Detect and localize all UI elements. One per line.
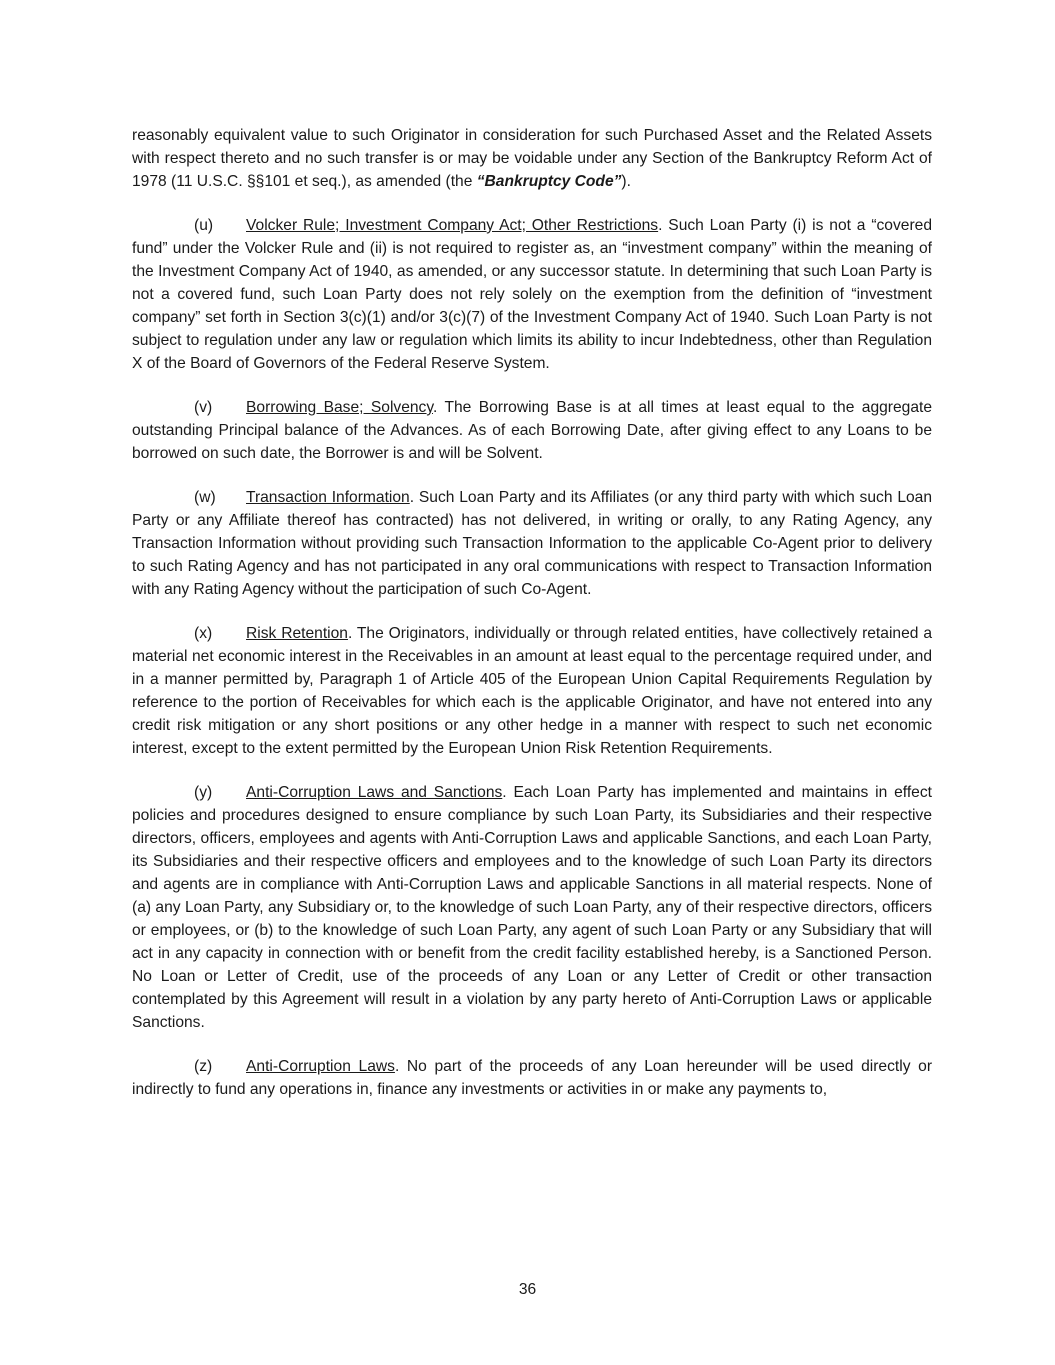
section-enum: (w)	[194, 489, 216, 506]
section-enum: (y)	[194, 784, 213, 801]
page-number: 36	[518, 1281, 537, 1298]
continuation-text: reasonably equivalent value to such Originator in consideration for such Purchased Asset and the Related Assets with respect thereto and no such transfer is or may be voidable under any Section of the Bankruptcy Reform Act of 1978 (11 U.S.C. §§101 et seq.), as amended (the	[132, 127, 932, 190]
section-body: . Such Loan Party (i) is not a “covered fund” under the Volcker Rule and (ii) is not required to register as, an “investment company” within the meaning of the Investment Company Act of 1940, as amended, or any successor statute. In determining that such Loan Party is not a covered fund, such Loan Party does not rely solely on the exemption from the definition of “investment company” set forth in Section 3(c)(1) and/or 3(c)(7) of the Investment Company Act of 1940. Such Loan Party is not subject to regulation under any law or regulation which limits its ability to incur Indebtedness, other than Regulation X of the Board of Governors of the Federal Reserve System.	[132, 217, 932, 372]
section-enum: (z)	[194, 1058, 213, 1075]
section-enum: (v)	[194, 399, 213, 416]
section-body: . The Borrowing Base is at all times at least equal to the aggregate outstanding Principal balance of the Advances. As of each Borrowing Date, after giving effect to any Loans to be borrowed on such date, the Borrower is and will be Solvent.	[132, 399, 933, 462]
continuation-paragraph	[132, 124, 932, 193]
section-body: . Each Loan Party has implemented and maintains in effect policies and procedures designed to ensure compliance by such Loan Party, its Subsidiaries and their respective directors, officers, employees and agents with Anti-Corruption Laws and applicable Sanctions, and each Loan Party, its Subsidiaries and their respective officers and employees and to the knowledge of such Loan Party its directors and agents are in compliance with Anti-Corruption Laws and applicable Sanctions in all material respects. None of (a) any Loan Party, any Subsidiary or, to the knowledge of such Loan Party, any of their respective directors, officers or employees, or (b) to the knowledge of such Loan Party, any agent of such Loan Party or any Subsidiary that will act in any capacity in connection with or benefit from the credit facility established hereby, is a Sanctioned Person. No Loan or Letter of Credit, use of the proceeds of any Loan or any Letter of Credit or other transaction contemplated by this Agreement will result in a violation by any party hereto of Anti-Corruption Laws or applicable Sanctions.	[132, 784, 932, 1031]
section-w	[132, 486, 932, 601]
continuation-text-end: ).	[621, 173, 631, 190]
section-enum: (u)	[194, 217, 214, 234]
section-enum: (x)	[194, 625, 213, 642]
section-heading: Risk Retention	[246, 625, 348, 642]
section-body: . The Originators, individually or through related entities, have collectively retained a material net economic interest in the Receivables in an amount at least equal to the percentage required under, and in a manner permitted by, Paragraph 1 of Article 405 of the European Union Capital Requirements Regulation by reference to the portion of Receivables for which each is the applicable Originator, and have not entered into any credit risk mitigation or any short positions or any other hedge in a manner with respect to such net economic interest, except to the extent permitted by the European Union Risk Retention Requirements.	[132, 625, 932, 757]
section-heading: Volcker Rule; Investment Company Act; Other Restrictions	[246, 217, 659, 234]
section-body: . Such Loan Party and its Affiliates (or any third party with which such Loan Party or any Affiliate thereof has contracted) has not delivered, in writing or orally, to any Rating Agency, any Transaction Information without providing such Transaction Information to the applicable Co-Agent prior to delivery to such Rating Agency and has not participated in any oral communications with respect to Transaction Information with any Rating Agency without the participation of such Co-Agent.	[132, 489, 933, 598]
section-x	[132, 622, 932, 760]
section-heading: Anti-Corruption Laws and Sanctions	[246, 784, 503, 801]
section-z	[132, 1055, 932, 1101]
document-body	[132, 124, 932, 1122]
section-y	[132, 781, 932, 1034]
section-heading: Anti-Corruption Laws	[246, 1058, 395, 1075]
defined-term-bankruptcy-code: “Bankruptcy Code”	[476, 173, 622, 190]
section-heading: Borrowing Base; Solvency	[246, 399, 433, 416]
section-body: . No part of the proceeds of any Loan hereunder will be used directly or indirectly to fund any operations in, finance any investments or activities in or make any payments to,	[132, 1058, 933, 1098]
section-heading: Transaction Information	[246, 489, 410, 506]
section-u	[132, 214, 932, 375]
section-v	[132, 396, 932, 465]
